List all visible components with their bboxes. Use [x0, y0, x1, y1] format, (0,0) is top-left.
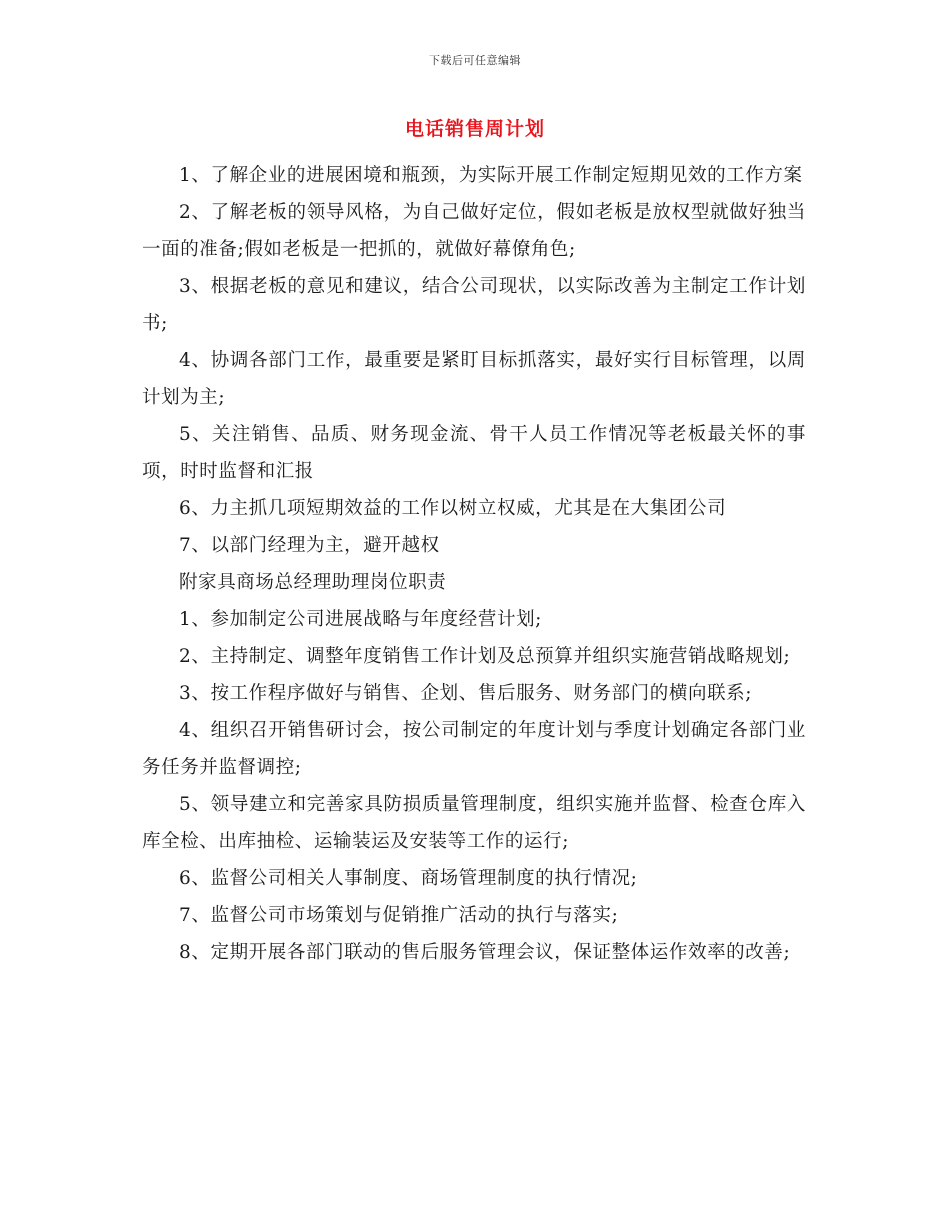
paragraph: 2、了解老板的领导风格，为自己做好定位，假如老板是放权型就做好独当一面的准备;假如老板是一把抓的，就做好幕僚角色;: [142, 202, 806, 260]
paragraph: 1、参加制定公司进展战略与年度经营计划;: [179, 609, 543, 630]
paragraph: 1、了解企业的进展困境和瓶颈，为实际开展工作制定短期见效的工作方案: [179, 165, 803, 186]
paragraph: 6、监督公司相关人事制度、商场管理制度的执行情况;: [179, 868, 638, 889]
paragraph: 5、关注销售、品质、财务现金流、骨干人员工作情况等老板最关怀的事项，时时监督和汇报: [142, 424, 806, 482]
paragraph: 5、领导建立和完善家具防损质量管理制度，组织实施并监督、检查仓库入库全检、出库抽检、运输装运及安装等工作的运行;: [142, 794, 806, 852]
paragraph: 8、定期开展各部门联动的售后服务管理会议，保证整体运作效率的改善;: [179, 942, 791, 963]
paragraph: 2、主持制定、调整年度销售工作计划及总预算并组织实施营销战略规划;: [179, 646, 791, 667]
document-title: 电话销售周计划: [404, 118, 545, 140]
document-body: [142, 157, 806, 971]
paragraph: 4、组织召开销售研讨会，按公司制定的年度计划与季度计划确定各部门业务任务并监督调控;: [142, 720, 806, 778]
page-header-note: 下载后可任意编辑: [429, 54, 521, 67]
section-heading: 附家具商场总经理助理岗位职责: [179, 572, 447, 593]
paragraph: 7、以部门经理为主，避开越权: [179, 535, 440, 556]
paragraph: 3、按工作程序做好与销售、企划、售后服务、财务部门的横向联系;: [179, 683, 753, 704]
paragraph: 3、根据老板的意见和建议，结合公司现状，以实际改善为主制定工作计划书;: [142, 276, 806, 334]
paragraph: 6、力主抓几项短期效益的工作以树立权威，尤其是在大集团公司: [179, 498, 727, 519]
paragraph: 4、协调各部门工作，最重要是紧盯目标抓落实，最好实行目标管理，以周计划为主;: [142, 350, 806, 408]
paragraph: 7、监督公司市场策划与促销推广活动的执行与落实;: [179, 905, 619, 926]
